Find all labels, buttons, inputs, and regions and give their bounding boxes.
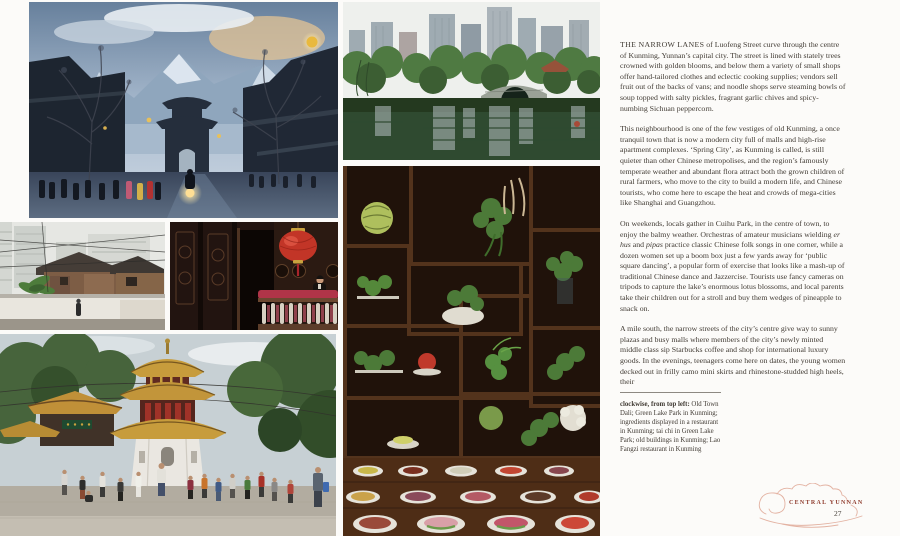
- ingredients-photo-art: [343, 166, 600, 536]
- photo-tai-chi-pagoda: [0, 334, 336, 536]
- page-footer: [752, 483, 870, 533]
- tai-chi-photo-art: [0, 334, 336, 536]
- photo-old-buildings-kunming: [0, 222, 165, 330]
- article-paragraph-4: A mile south, the narrow streets of the city’s centre give way to sunny plazas and busy malls where members of the city’s newly minted middle class sip Starbucks coffee and shop for international luxury goods. In the evenings, teenagers come here on dates, the young women decked out in frilly camo mini skirts and rhinestone-studded high heels, their: [620, 324, 846, 387]
- photo-old-town-dali: [29, 2, 338, 218]
- caption-lead-in: clockwise, from top left:: [620, 401, 690, 408]
- photo-caption: clockwise, from top left: Old Town Dali; Green Lake Park in Kunming; ingredients displayed in a restaurant in Kunming; tai chi in Green Lake Park; old buildings in Kunming; Lao Fangzi restaurant in Kunming: [620, 401, 721, 453]
- photo-restaurant-ingredients: [343, 166, 600, 536]
- page-number: 27: [834, 509, 842, 518]
- article-paragraph-1: THE NARROW LANES of Luofeng Street curve through the centre of Kunming, Yunnan’s capital city. The street is lined with stately trees crowned with golden blooms, and below them a variety of small shops offer hand-tailored clothes and eclectic cooking supplies; vendors sell fruit out of the backs of vans; and noodle shops serve steaming bowls of soup topped with salty pickles, fragrant garlic chives and spicy-numbing Sichuan peppercorn.: [620, 40, 846, 113]
- green-lake-photo-art: [343, 2, 600, 160]
- article-column: [620, 40, 846, 398]
- paragraph-lead-in: THE NARROW LANES: [620, 40, 705, 49]
- photo-caption-block: [620, 392, 724, 454]
- old-buildings-photo-art: [0, 222, 165, 330]
- dali-photo-art: [29, 2, 338, 218]
- lao-fangzi-photo-art: [170, 222, 338, 330]
- cloud-motif-icon: [752, 483, 870, 533]
- section-label: CENTRAL YUNNAN: [789, 500, 864, 506]
- italic-term-pipa: pipas: [646, 240, 663, 250]
- italic-term-erhu: er hus: [620, 229, 840, 250]
- article-paragraph-3: On weekends, locals gather in Cuihu Park, in the centre of town, to enjoy the balmy weather. Orchestras of amateur musicians wielding er hus and pipas practice classic Chinese folk songs in one corner, while a dozen women set up a boom box just a few yards away for ‘public square dancing’, a popular form of exercise that looks like a mash-up of traditional Chinese dance and Jazzercise. Tourists use fancy cameras on tripods to capture the lake’s enormous lotus blossoms, and local parents take their children out for a stroll and buy them wedges of pineapple to snack on.: [620, 218, 845, 313]
- article-paragraph-2: This neighbourhood is one of the few vestiges of old Kunming, a once tranquil town that is now a modern city full of malls and high-rise apartment complexes. ‘Spring City’, as Kunming is called, is still quieter than other Chinese metropolises, and the region’s famously temperate weather and abundant flora attract both the grown children of rural farmers, who move to the city to build a modern life, and Chinese tourists, who come here to escape the heat and crowds of mega-cities like Shanghai and Guangzhou.: [620, 124, 845, 208]
- photo-green-lake-park: [343, 2, 600, 160]
- photo-lao-fangzi-restaurant: [170, 222, 338, 330]
- caption-divider: [620, 392, 721, 393]
